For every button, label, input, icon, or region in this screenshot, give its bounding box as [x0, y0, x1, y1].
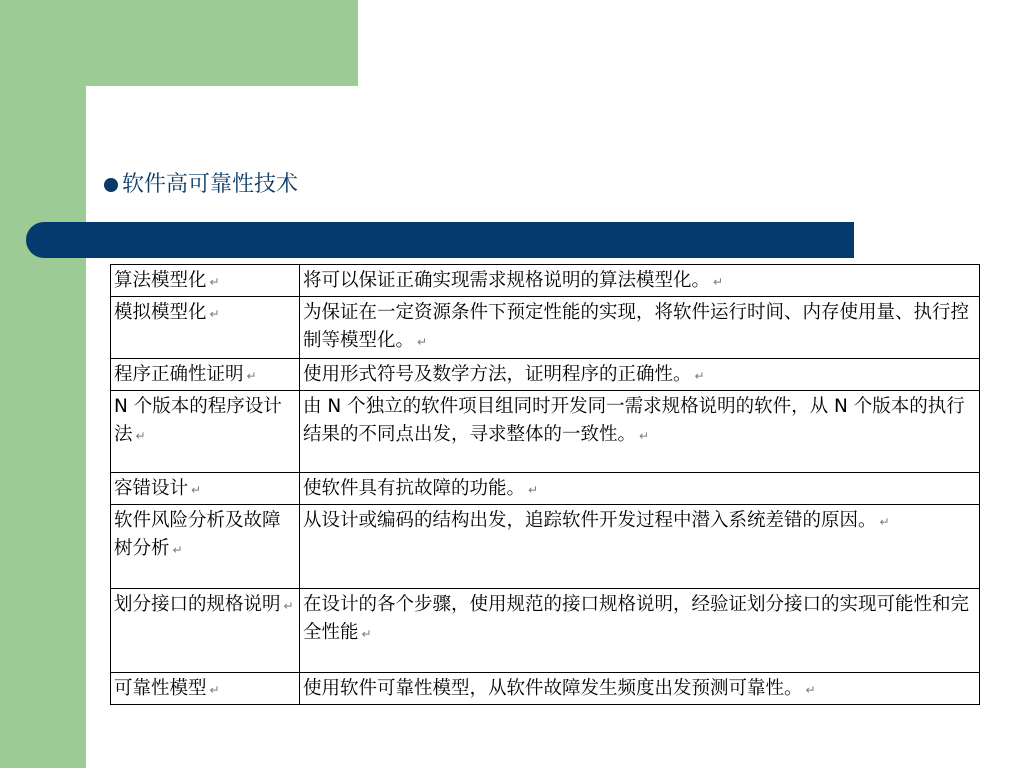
table-row	[111, 505, 980, 589]
term-cell	[111, 505, 300, 589]
desc-text: 由 N 个独立的软件项目组同时开发同一需求规格说明的软件，从 N 个版本的执行结果的不同点出发，寻求整体的一致性。	[303, 396, 965, 445]
table-row	[111, 473, 980, 505]
desc-text: 使用形式符号及数学方法，证明程序的正确性。	[303, 364, 692, 385]
desc-cell	[300, 297, 980, 359]
desc-cell	[300, 473, 980, 505]
term-cell	[111, 391, 300, 473]
techniques-table	[110, 264, 980, 705]
term-cell	[111, 359, 300, 391]
desc-text: 从设计或编码的结构出发，追踪软件开发过程中潜入系统差错的原因。	[303, 510, 877, 531]
desc-text: 使软件具有抗故障的功能。	[303, 478, 526, 499]
paragraph-mark-icon: ↵	[209, 683, 220, 697]
term-text: 可靠性模型	[114, 678, 207, 699]
term-text: 算法模型化	[114, 270, 207, 291]
paragraph-mark-icon: ↵	[361, 627, 372, 641]
paragraph-mark-icon: ↵	[528, 483, 539, 497]
term-cell	[111, 589, 300, 673]
desc-cell	[300, 673, 980, 705]
paragraph-mark-icon: ↵	[805, 683, 816, 697]
table-row	[111, 297, 980, 359]
desc-text: 在设计的各个步骤，使用规范的接口规格说明，经验证划分接口的实现可能性和完全性能	[303, 594, 970, 643]
table-row	[111, 589, 980, 673]
paragraph-mark-icon: ↵	[209, 275, 220, 289]
term-cell	[111, 297, 300, 359]
term-cell	[111, 673, 300, 705]
desc-cell	[300, 589, 980, 673]
term-text: 模拟模型化	[114, 302, 207, 323]
desc-text: 使用软件可靠性模型，从软件故障发生频度出发预测可靠性。	[303, 678, 803, 699]
paragraph-mark-icon: ↵	[694, 369, 705, 383]
slide-background-top-strip	[0, 0, 358, 86]
paragraph-mark-icon: ↵	[639, 429, 650, 443]
paragraph-mark-icon: ↵	[283, 599, 294, 613]
table-row	[111, 391, 980, 473]
desc-text: 为保证在一定资源条件下预定性能的实现，将软件运行时间、内存使用量、执行控制等模型化。	[303, 302, 970, 351]
desc-text: 将可以保证正确实现需求规格说明的算法模型化。	[303, 270, 711, 291]
desc-cell	[300, 359, 980, 391]
desc-cell	[300, 391, 980, 473]
paragraph-mark-icon: ↵	[713, 275, 724, 289]
heading-text: 软件高可靠性技术	[122, 172, 299, 197]
paragraph-mark-icon: ↵	[246, 369, 257, 383]
paragraph-mark-icon: ↵	[172, 543, 183, 557]
desc-cell	[300, 505, 980, 589]
title-underline-bar	[26, 222, 854, 258]
term-cell	[111, 265, 300, 297]
term-text: 容错设计	[114, 478, 189, 499]
slide-heading	[104, 168, 298, 202]
paragraph-mark-icon: ↵	[417, 335, 428, 349]
term-text: 软件风险分析及故障树分析	[114, 510, 281, 559]
paragraph-mark-icon: ↵	[209, 307, 220, 321]
table-row	[111, 265, 980, 297]
table-row	[111, 359, 980, 391]
paragraph-mark-icon: ↵	[879, 515, 890, 529]
term-text: 划分接口的规格说明	[114, 594, 281, 615]
desc-cell	[300, 265, 980, 297]
bullet-icon	[104, 178, 118, 192]
term-cell	[111, 473, 300, 505]
slide-background-left-strip	[0, 0, 86, 768]
paragraph-mark-icon: ↵	[135, 429, 146, 443]
term-text: 程序正确性证明	[114, 364, 244, 385]
term-text: N 个版本的程序设计法	[114, 396, 282, 445]
table-row	[111, 673, 980, 705]
paragraph-mark-icon: ↵	[191, 483, 202, 497]
